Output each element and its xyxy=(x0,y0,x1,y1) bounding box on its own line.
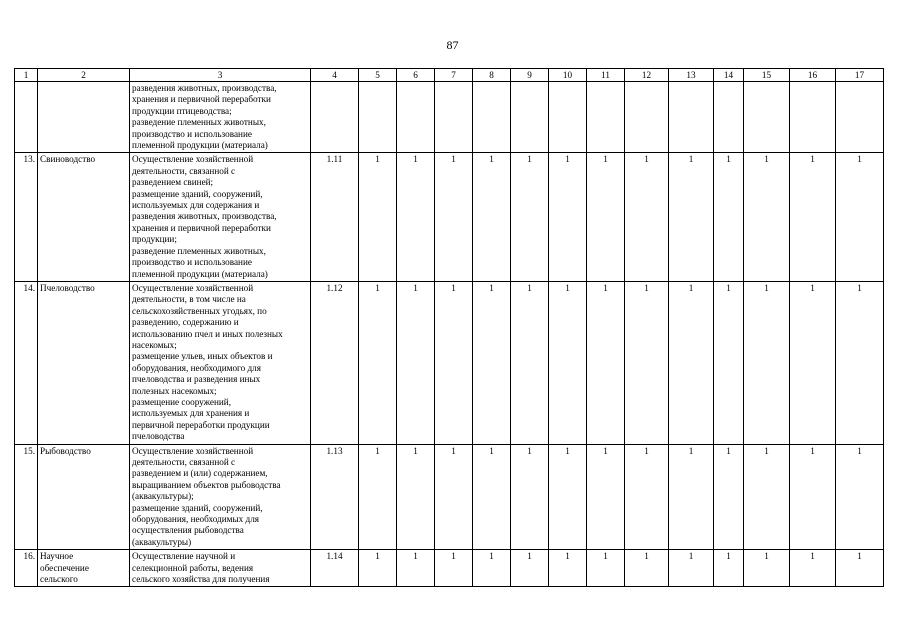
row-number: 14. xyxy=(15,281,38,444)
value-cell xyxy=(549,82,587,153)
row-number: 16. xyxy=(15,550,38,587)
value-cell: 1 xyxy=(435,153,473,281)
value-cell: 1 xyxy=(435,281,473,444)
value-cell: 1 xyxy=(790,281,836,444)
column-header: 9 xyxy=(511,69,549,82)
value-cell: 1 xyxy=(359,550,397,587)
zone-code: 1.12 xyxy=(311,281,359,444)
value-cell: 1 xyxy=(836,550,884,587)
value-cell: 1 xyxy=(714,153,744,281)
zone-description: Осуществление хозяйственной деятельности, связанной с разведением свиней; размещение зданий, сооружений, используемых для содержания и разведения животных, производства, хранения и первичной переработки продукции; разведение племенных животных, производство и использование племенной продукции (материала) xyxy=(130,153,311,281)
value-cell: 1 xyxy=(549,550,587,587)
zone-description: Осуществление научной и селекционной работы, ведения сельского хозяйства для получения xyxy=(130,550,311,587)
zone-name: Свиноводство xyxy=(38,153,130,281)
value-cell: 1 xyxy=(359,444,397,550)
column-header: 3 xyxy=(130,69,311,82)
value-cell: 1 xyxy=(473,281,511,444)
value-cell: 1 xyxy=(511,153,549,281)
table-header-row xyxy=(15,69,884,82)
value-cell: 1 xyxy=(714,281,744,444)
value-cell xyxy=(587,82,625,153)
value-cell: 1 xyxy=(836,281,884,444)
value-cell: 1 xyxy=(790,550,836,587)
value-cell: 1 xyxy=(473,153,511,281)
value-cell: 1 xyxy=(744,153,790,281)
value-cell: 1 xyxy=(790,153,836,281)
column-header: 10 xyxy=(549,69,587,82)
value-cell: 1 xyxy=(511,281,549,444)
value-cell: 1 xyxy=(397,281,435,444)
value-cell xyxy=(836,82,884,153)
column-header: 13 xyxy=(669,69,714,82)
column-header: 14 xyxy=(714,69,744,82)
value-cell: 1 xyxy=(714,444,744,550)
zoning-table xyxy=(14,68,884,587)
row-number xyxy=(15,82,38,153)
value-cell: 1 xyxy=(473,550,511,587)
value-cell: 1 xyxy=(669,281,714,444)
column-header: 15 xyxy=(744,69,790,82)
value-cell: 1 xyxy=(744,444,790,550)
row-number: 13. xyxy=(15,153,38,281)
value-cell: 1 xyxy=(397,444,435,550)
value-cell: 1 xyxy=(397,153,435,281)
value-cell: 1 xyxy=(359,153,397,281)
table-row xyxy=(15,153,884,281)
value-cell xyxy=(359,82,397,153)
value-cell xyxy=(473,82,511,153)
value-cell xyxy=(714,82,744,153)
value-cell: 1 xyxy=(587,444,625,550)
page-number: 87 xyxy=(446,38,459,52)
value-cell xyxy=(511,82,549,153)
value-cell: 1 xyxy=(836,444,884,550)
zone-name: Рыбоводство xyxy=(38,444,130,550)
value-cell xyxy=(625,82,669,153)
column-header: 16 xyxy=(790,69,836,82)
zone-code xyxy=(311,82,359,153)
zone-description: Осуществление хозяйственной деятельности, в том числе на сельскохозяйственных угодьях, по разведению, содержанию и использованию пчел и иных полезных насекомых; размещение ульев, иных объектов и оборудования, необходимого для пчеловодства и разведения иных полезных насекомых; размещение сооружений, используемых для хранения и первичной переработки продукции пчеловодства xyxy=(130,281,311,444)
zone-code: 1.11 xyxy=(311,153,359,281)
value-cell: 1 xyxy=(790,444,836,550)
zone-name: Пчеловодство xyxy=(38,281,130,444)
value-cell: 1 xyxy=(714,550,744,587)
value-cell: 1 xyxy=(669,153,714,281)
value-cell: 1 xyxy=(397,550,435,587)
value-cell xyxy=(435,82,473,153)
zone-name xyxy=(38,82,130,153)
table-row xyxy=(15,281,884,444)
zone-description: Осуществление хозяйственной деятельности, связанной с разведением и (или) содержанием, выращиванием объектов рыбоводства (аквакультуры); размещение зданий, сооружений, оборудования, необходимых для осуществления рыбоводства (аквакультуры) xyxy=(130,444,311,550)
zone-code: 1.14 xyxy=(311,550,359,587)
zone-name: Научное обеспечение сельского xyxy=(38,550,130,587)
column-header: 17 xyxy=(836,69,884,82)
value-cell: 1 xyxy=(669,550,714,587)
value-cell: 1 xyxy=(587,281,625,444)
value-cell: 1 xyxy=(836,153,884,281)
table-row xyxy=(15,82,884,153)
value-cell xyxy=(397,82,435,153)
column-header: 7 xyxy=(435,69,473,82)
zone-code: 1.13 xyxy=(311,444,359,550)
zone-description: разведения животных, производства, хранения и первичной переработки продукции птицеводства; разведение племенных животных, производство и использование племенной продукции (материала) xyxy=(130,82,311,153)
column-header: 11 xyxy=(587,69,625,82)
value-cell: 1 xyxy=(435,550,473,587)
value-cell: 1 xyxy=(625,281,669,444)
column-header: 2 xyxy=(38,69,130,82)
value-cell: 1 xyxy=(625,153,669,281)
table-row xyxy=(15,550,884,587)
value-cell: 1 xyxy=(744,550,790,587)
value-cell: 1 xyxy=(625,550,669,587)
value-cell: 1 xyxy=(549,281,587,444)
value-cell: 1 xyxy=(473,444,511,550)
value-cell: 1 xyxy=(359,281,397,444)
column-header: 12 xyxy=(625,69,669,82)
value-cell: 1 xyxy=(549,444,587,550)
value-cell: 1 xyxy=(511,550,549,587)
value-cell: 1 xyxy=(669,444,714,550)
column-header: 4 xyxy=(311,69,359,82)
column-header: 8 xyxy=(473,69,511,82)
value-cell: 1 xyxy=(549,153,587,281)
value-cell: 1 xyxy=(744,281,790,444)
value-cell xyxy=(744,82,790,153)
column-header: 6 xyxy=(397,69,435,82)
value-cell: 1 xyxy=(587,153,625,281)
column-header: 5 xyxy=(359,69,397,82)
value-cell xyxy=(790,82,836,153)
column-header: 1 xyxy=(15,69,38,82)
value-cell xyxy=(669,82,714,153)
value-cell: 1 xyxy=(435,444,473,550)
value-cell: 1 xyxy=(511,444,549,550)
value-cell: 1 xyxy=(587,550,625,587)
row-number: 15. xyxy=(15,444,38,550)
table-row xyxy=(15,444,884,550)
value-cell: 1 xyxy=(625,444,669,550)
